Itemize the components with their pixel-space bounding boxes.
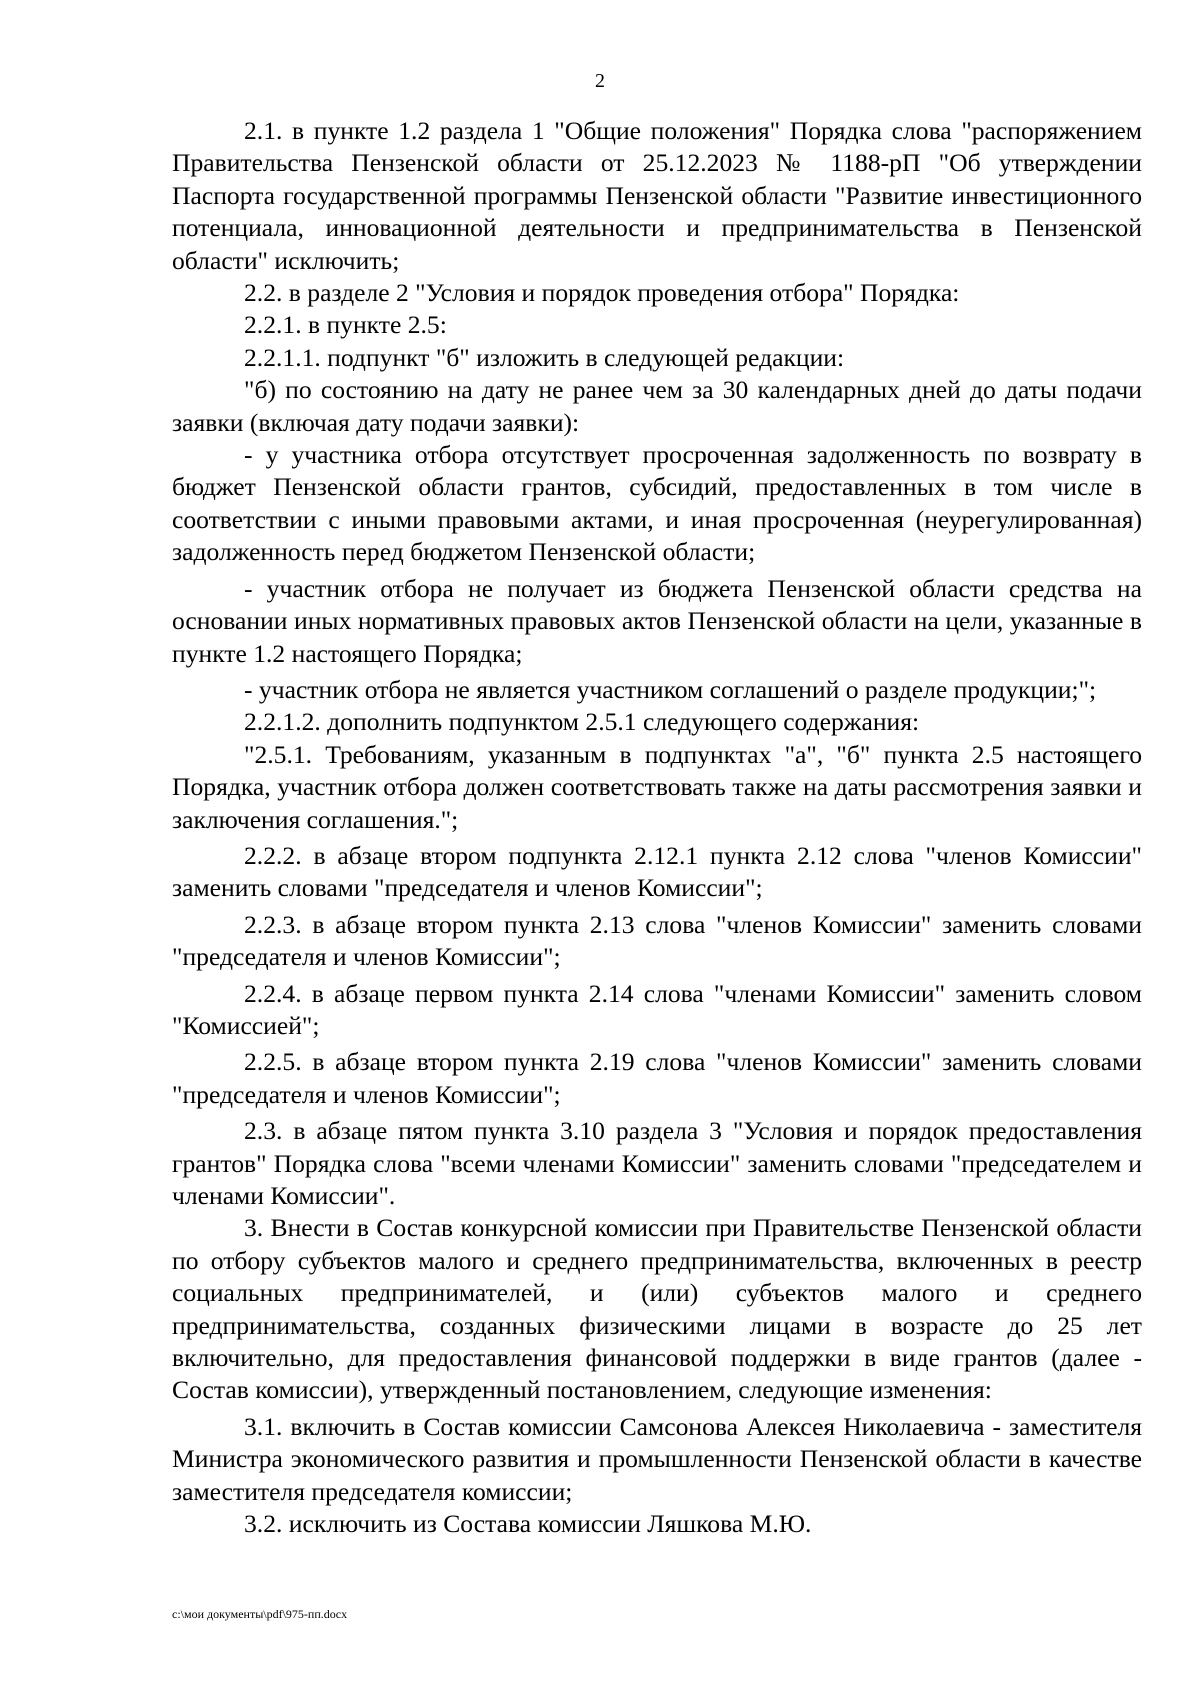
- paragraph-dash-2: - участник отбора не получает из бюджета Пензенской области средства на основании иных нормативных правовых актов Пензенской области на цели, указанные в пункте 1.2 настоящего Порядка;: [172, 573, 1142, 668]
- paragraph-2-2-1: 2.2.1. в пункте 2.5:: [244, 310, 447, 340]
- paragraph-b: "б) по состоянию на дату не ранее чем за 30 календарных дней до даты подачи заявки (включая дату подачи заявки):: [172, 375, 1142, 437]
- paragraph-2-2: 2.2. в разделе 2 "Условия и порядок проведения отбора" Порядка:: [244, 278, 960, 308]
- paragraph-2-2-3: 2.2.3. в абзаце втором пункта 2.13 слова "членов Комиссии" заменить словами "председателя и членов Комиссии";: [172, 909, 1142, 972]
- paragraph-2-2-2: 2.2.2. в абзаце втором подпункта 2.12.1 пункта 2.12 слова "членов Комиссии" заменить словами "председателя и членов Комиссии";: [172, 840, 1142, 903]
- document-body: [172, 115, 1142, 1540]
- paragraph-dash-3: - участник отбора не является участником соглашений о разделе продукции;";: [244, 674, 1097, 704]
- paragraph-2-3: 2.3. в абзаце пятом пункта 3.10 раздела 3 "Условия и порядок предоставления грантов" Порядка слова "всеми членами Комиссии" заменить словами "председателем и членами Комиссии".: [172, 1116, 1142, 1210]
- paragraph-3: 3. Внести в Состав конкурсной комиссии при Правительстве Пензенской области по отбору субъектов малого и среднего предпринимательства, включенных в реестр социальных предпринимателей, и (или) субъектов малого и среднего предпринимательства, созданных физическими лицами в возрасте до 25 лет включительно, для предоставления финансовой поддержки в виде грантов (далее - Состав комиссии), утвержденный постановлением, следующие изменения:: [172, 1213, 1142, 1405]
- paragraph-2-5-1: "2.5.1. Требованиям, указанным в подпунктах "а", "б" пункта 2.5 настоящего Порядка, участник отбора должен соответствовать также на даты рассмотрения заявки и заключения соглашения.";: [172, 739, 1142, 834]
- footer-file-path: c:\мои документы\pdf\975-пп.docx: [172, 1607, 348, 1621]
- page-number: 2: [595, 70, 605, 92]
- paragraph-dash-1: - у участника отбора отсутствует просроченная задолженность по возврату в бюджет Пензенской области грантов, субсидий, предоставленных в том числе в соответствии с иными правовыми актами, и иная просроченная (неурегулированная) задолженность перед бюджетом Пензенской области;: [172, 440, 1142, 567]
- paragraph-2-2-4: 2.2.4. в абзаце первом пункта 2.14 слова "членами Комиссии" заменить словом "Комиссией";: [172, 978, 1142, 1040]
- paragraph-2-1: 2.1. в пункте 1.2 раздела 1 "Общие положения" Порядка слова "распоряжением Правительства Пензенской области от 25.12.2023 № 1188-рП "Об утверждении Паспорта государственной программы Пензенской области "Развитие инвестиционного потенциала, инновационной деятельности и предпринимательства в Пензенской области" исключить;: [172, 116, 1142, 275]
- paragraph-3-2: 3.2. исключить из Состава комиссии Ляшкова М.Ю.: [244, 1509, 812, 1539]
- paragraph-2-2-5: 2.2.5. в абзаце втором пункта 2.19 слова "членов Комиссии" заменить словами "председателя и членов Комиссии";: [172, 1047, 1142, 1109]
- paragraph-2-2-1-2: 2.2.1.2. дополнить подпунктом 2.5.1 следующего содержания:: [244, 707, 920, 737]
- paragraph-3-1: 3.1. включить в Состав комиссии Самсонова Алексея Николаевича - заместителя Министра экономического развития и промышленности Пензенской области в качестве заместителя председателя комиссии;: [172, 1411, 1142, 1506]
- paragraph-2-2-1-1: 2.2.1.1. подпункт "б" изложить в следующей редакции:: [244, 342, 845, 372]
